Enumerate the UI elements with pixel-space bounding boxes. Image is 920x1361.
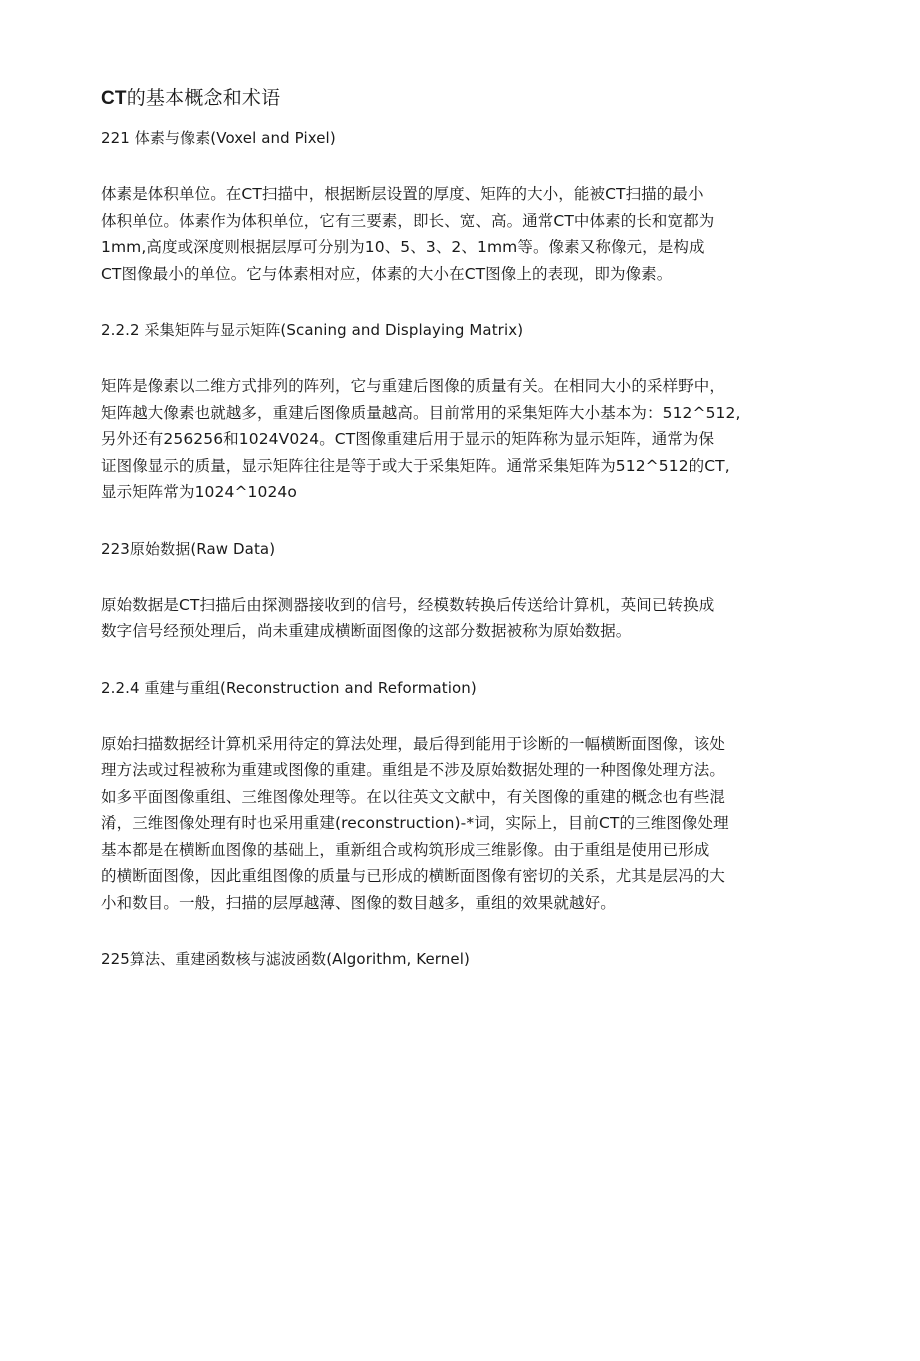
paragraph-line: 的横断面图像，因此重组图像的质量与已形成的横断面图像有密切的关系，尤其是层冯的大 [101, 867, 726, 885]
document-body [101, 127, 801, 970]
paragraph-line: 体积单位。体素作为体积单位，它有三要素，即长、宽、高。通常CT中体素的长和宽都为 [101, 211, 715, 230]
paragraph-line: 理方法或过程被称为重建或图像的重建。重组是不涉及原始数据处理的一种图像处理方法。 [101, 761, 726, 779]
section-heading: 225算法、重建函数核与滤波函数(Algorithm, Kernel) [101, 950, 470, 968]
section-heading: 2.2.4 重建与重组(Reconstruction and Reformation) [101, 678, 477, 697]
paragraph-line: 矩阵越大像素也就越多，重建后图像质量越高。目前常用的采集矩阵大小基本为：512^512, [101, 403, 741, 422]
page-title-prefix: CT [101, 88, 127, 109]
paragraph-line: 如多平面图像重组、三维图像处理等。在以往英文文献中，有关图像的重建的概念也有些混 [101, 787, 726, 806]
paragraph-line: 数字信号经预处理后，尚未重建成横断面图像的这部分数据被称为原始数据。 [101, 622, 632, 640]
paragraph-line: 原始扫描数据经计算机采用待定的算法处理，最后得到能用于诊断的一幅横断面图像，该处 [101, 734, 726, 753]
section-paragraph [101, 731, 801, 917]
section-heading: 223原始数据(Raw Data) [101, 539, 276, 558]
section-paragraph [101, 373, 801, 506]
section-paragraph [101, 181, 801, 287]
paragraph-line: 基本都是在横断血图像的基础上，重新组合或构筑形成三维影像。由于重组是使用已形成 [101, 840, 710, 859]
page-title [101, 84, 801, 113]
page-title-rest: 的基本概念和术语 [126, 87, 281, 109]
paragraph-line: 显示矩阵常为1024^1024o [101, 483, 297, 501]
paragraph-line: 矩阵是像素以二维方式排列的阵列，它与重建后图像的质量有关。在相同大小的采样野中， [101, 377, 726, 395]
paragraph-line: 淆，三维图像处理有时也采用重建(reconstruction)-*词，实际上，目前CT的三维图像处理 [101, 814, 729, 832]
paragraph-line: CT图像最小的单位。它与体素相对应，体素的大小在CT图像上的表现，即为像素。 [101, 264, 673, 283]
section-paragraph [101, 592, 801, 645]
paragraph-line: 1mm,高度或深度则根据层厚可分别为10、5、3、2、1mm等。像素又称像元，是构成 [101, 238, 705, 256]
paragraph-line: 证图像显示的质量，显示矩阵往往是等于或大于采集矩阵。通常采集矩阵为512^512的CT, [101, 456, 730, 475]
paragraph-line: 小和数目。一般，扫描的层厚越薄、图像的数目越多，重组的效果就越好。 [101, 893, 616, 912]
section-heading: 221 体素与像素(Voxel and Pixel) [101, 129, 336, 147]
paragraph-line: 原始数据是CT扫描后由探测器接收到的信号，经模数转换后传送给计算机，英间已转换成 [101, 595, 715, 614]
paragraph-line: 体素是体积单位。在CT扫描中，根据断层设置的厚度、矩阵的大小，能被CT扫描的最小 [101, 185, 704, 203]
section-heading: 2.2.2 采集矩阵与显示矩阵(Scaning and Displaying Matrix) [101, 321, 524, 339]
document-page [101, 84, 801, 1002]
paragraph-line: 另外还有256256和1024V024。CT图像重建后用于显示的矩阵称为显示矩阵，通常为保 [101, 430, 715, 448]
